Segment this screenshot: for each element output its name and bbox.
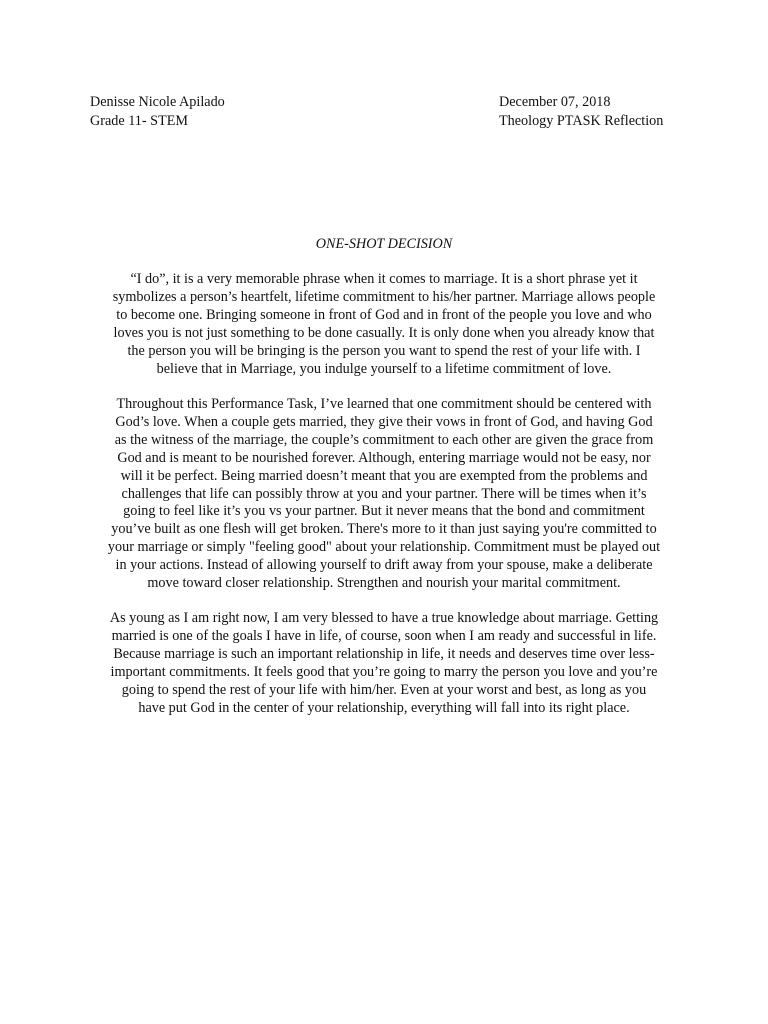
text-line: move toward closer relationship. Strengthen and nourish your marital commitment. — [147, 575, 621, 592]
text-line: you’ve built as one flesh will get broken. There's more to it than just saying you're committed to — [111, 521, 657, 538]
text-line: Because marriage is such an important relationship in life, it needs and deserves time over less- — [113, 645, 655, 662]
assignment-name: Theology PTASK Reflection — [499, 113, 664, 129]
text-line: “I do”, it is a very memorable phrase when it comes to marriage. It is a short phrase yet it — [130, 271, 638, 287]
text-line: going to spend the rest of your life with him/her. Even at your worst and best, as long as you — [121, 681, 647, 698]
text-line: the person you will be bringing is the person you want to spend the rest of your life with. I — [127, 342, 641, 359]
student-name: Denisse Nicole Apilado — [90, 94, 225, 110]
text-line: married is one of the goals I have in life, of course, soon when I am ready and successful in life. — [111, 627, 657, 644]
text-line: loves you is not just something to be done casually. It is only done when you already know that — [113, 324, 655, 341]
paragraph-3 — [86, 610, 682, 717]
grade-level: Grade 11- STEM — [90, 113, 188, 129]
paragraph-2 — [86, 396, 682, 593]
text-line: in your actions. Instead of allowing yourself to drift away from your spouse, make a deliberate — [115, 557, 653, 574]
document-date: December 07, 2018 — [499, 94, 611, 110]
text-line: have put God in the center of your relationship, everything will fall into its right place. — [138, 699, 630, 716]
text-line: your marriage or simply "feeling good" about your relationship. Commitment must be played out — [107, 539, 661, 556]
text-line: God and is meant to be nourished forever. Although, entering marriage would not be easy, nor — [117, 449, 651, 466]
text-line: important commitments. It feels good that you’re going to marry the person you love and you’re — [110, 663, 658, 680]
text-line: challenges that life can possibly throw at you and your partner. There will be times when it’s — [121, 485, 647, 502]
text-line: Throughout this Performance Task, I’ve learned that one commitment should be centered with — [116, 396, 652, 412]
student-info — [90, 93, 390, 131]
document-title: ONE-SHOT DECISION — [315, 236, 453, 252]
text-line: As young as I am right now, I am very blessed to have a true knowledge about marriage. Getting — [109, 610, 659, 626]
text-line: to become one. Bringing someone in front of God and in front of the people you love and who — [116, 306, 652, 323]
text-line: will it be perfect. Being married doesn’t meant that you are exempted from the problems and — [120, 467, 648, 484]
assignment-info — [499, 93, 699, 131]
text-line: symbolizes a person’s heartfelt, lifetime commitment to his/her partner. Marriage allows people — [112, 288, 656, 305]
text-line: God’s love. When a couple gets married, they give their vows in front of God, and having God — [115, 413, 653, 430]
paragraph-1 — [86, 271, 682, 378]
text-line: as the witness of the marriage, the couple’s commitment to each other are given the grace from — [114, 431, 654, 448]
text-line: believe that in Marriage, you indulge yourself to a lifetime commitment of love. — [156, 360, 612, 377]
text-line: going to feel like it’s you vs your partner. But it never means that the bond and commitment — [123, 503, 645, 520]
